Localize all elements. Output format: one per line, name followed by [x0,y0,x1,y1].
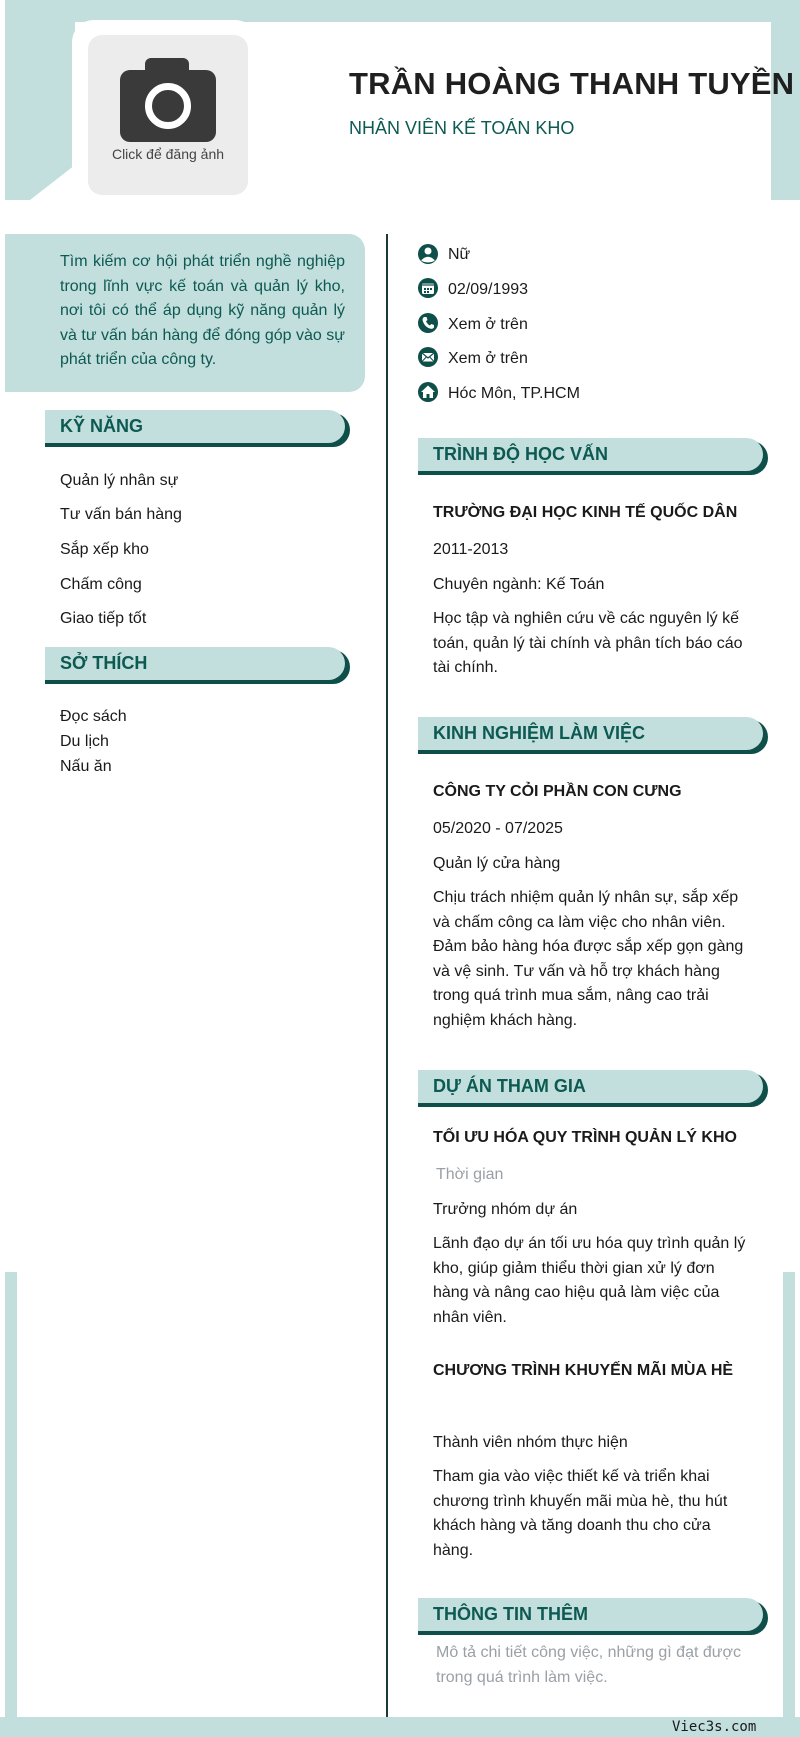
project-description: Lãnh đạo dự án tối ưu hóa quy trình quản lý kho, giúp giảm thiểu thời gian xử lý đơn hàng và nâng cao hiệu quả làm việc của nhân viên. [433,1235,746,1326]
skill-item: Sắp xếp kho [60,541,149,558]
phone-icon [417,312,439,334]
skill-item: Chấm công [60,576,142,593]
watermark: Viec3s.com [672,1719,757,1735]
email: Xem ở trên [448,350,528,367]
address: Hóc Môn, TP.HCM [448,385,580,402]
column-divider [386,234,388,1717]
project-description: Tham gia vào việc thiết kế và triển khai chương trình khuyến mãi mùa hè, thu hút khách hàng và tăng doanh thu cho cửa hàng. [433,1468,728,1559]
education-period: 2011-2013 [433,541,509,558]
project-time: Thời gian [436,1166,504,1183]
experience-period: 05/2020 - 07/2025 [433,820,563,837]
skills-heading: KỸ NĂNG [45,410,345,443]
education-heading: TRÌNH ĐỘ HỌC VẤN [418,438,763,471]
hobbies-heading: SỞ THÍCH [45,647,345,680]
additional-heading: THÔNG TIN THÊM [418,1598,763,1631]
experience-company: CÔNG TY CỎI PHẦN CON CƯNG [433,783,682,800]
skill-item: Tư vấn bán hàng [60,506,182,523]
projects-heading: DỰ ÁN THAM GIA [418,1070,763,1103]
project-role: Thành viên nhóm thực hiện [433,1434,628,1451]
hobby-item: Đọc sách [60,708,127,725]
calendar-icon [417,277,439,299]
project-name: TỐI ƯU HÓA QUY TRÌNH QUẢN LÝ KHO [433,1129,737,1146]
education-description: Học tập và nghiên cứu về các nguyên lý kế toán, quản lý tài chính và phân tích báo cáo tài chính. [433,610,743,676]
experience-description: Chịu trách nhiệm quản lý nhân sự, sắp xếp và chấm công ca làm việc cho nhân viên. Đảm bảo hàng hóa được sắp xếp gọn gàng và vệ sinh. Tư vấn và hỗ trợ khách hàng trong quá trình mua sắm, nâng cao trải nghiệm khách hàng. [433,889,744,1029]
career-objective: Tìm kiếm cơ hội phát triển nghề nghiệp trong lĩnh vực kế toán và quản lý kho, nơi tôi có thể áp dụng kỹ năng quản lý và tư vấn bán hàng để đóng góp vào sự phát triển của công ty. [60,253,345,368]
border-right [783,1272,795,1722]
user-icon [417,243,439,265]
education-school: TRƯỜNG ĐẠI HỌC KINH TẾ QUỐC DÂN [433,504,738,521]
education-major: Chuyên ngành: Kế Toán [433,576,605,593]
experience-position: Quản lý cửa hàng [433,855,561,872]
skill-item: Giao tiếp tốt [60,610,147,627]
experience-heading: KINH NGHIỆM LÀM VIỆC [418,717,763,750]
job-title: NHÂN VIÊN KẾ TOÁN KHO [349,118,575,138]
email-icon [417,346,439,368]
photo-upload-label: Click để đăng ảnh [111,146,225,162]
hobby-item: Nấu ăn [60,758,112,775]
skill-item: Quản lý nhân sự [60,472,179,489]
header-band-top [5,0,800,22]
project-name: CHƯƠNG TRÌNH KHUYẾN MÃI MÙA HÈ [433,1362,734,1379]
border-left [5,1272,17,1722]
candidate-name: TRẦN HOÀNG THANH TUYỀN [349,66,795,101]
project-role: Trưởng nhóm dự án [433,1201,578,1218]
gender: Nữ [448,246,471,263]
hobby-item: Du lịch [60,733,109,750]
additional-info-placeholder: Mô tả chi tiết công việc, những gì đạt được trong quá trình làm việc. [436,1644,741,1686]
header-corner-notch [30,165,75,200]
home-icon [417,381,439,403]
camera-lens-icon [145,83,191,129]
phone: Xem ở trên [448,316,528,333]
birthday: 02/09/1993 [448,281,529,298]
